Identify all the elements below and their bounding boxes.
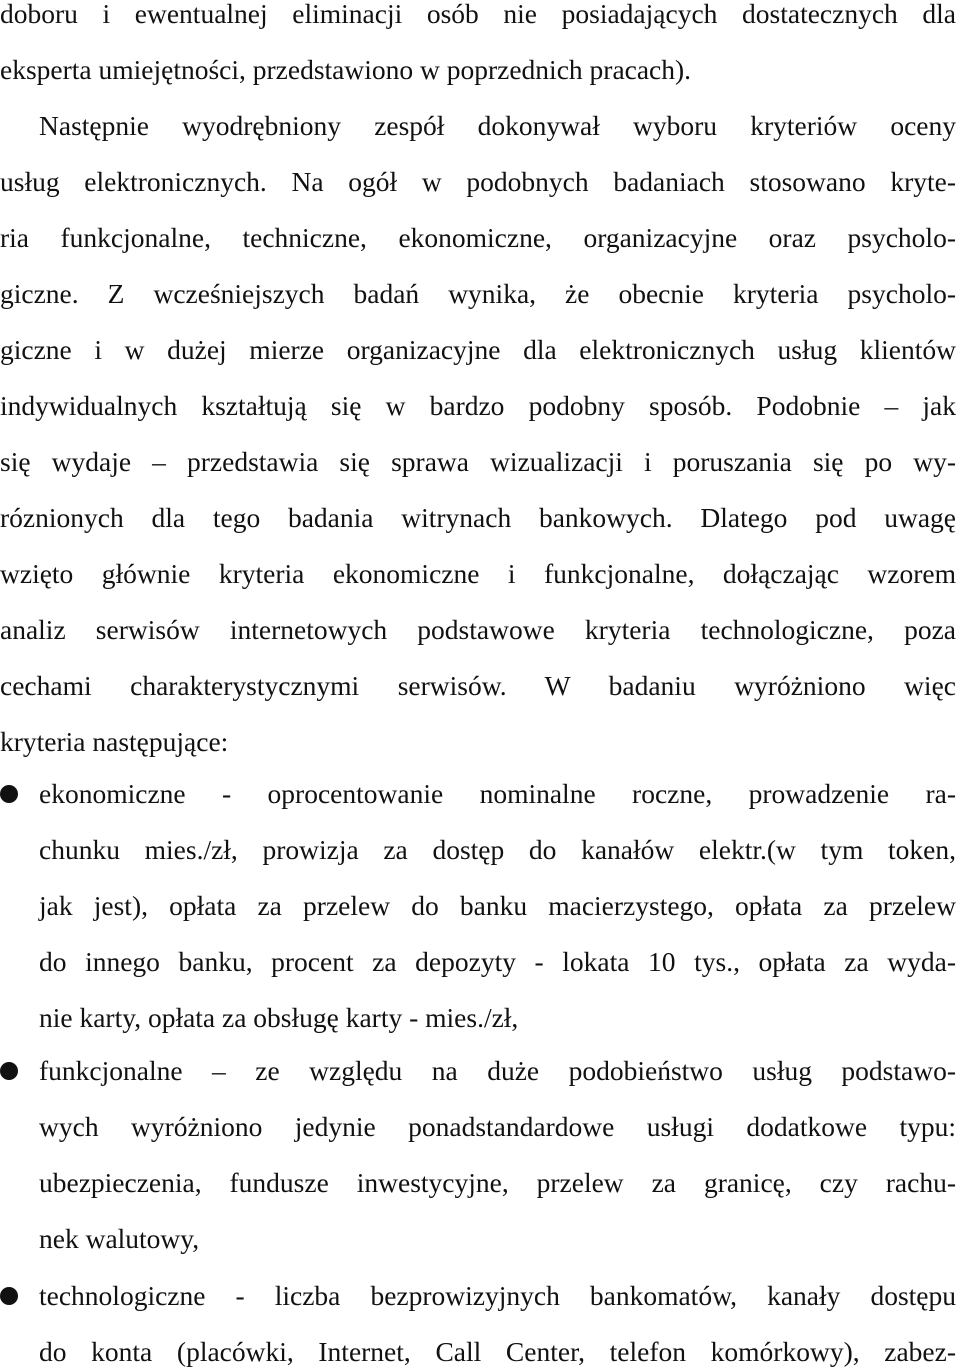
list-item-line: do konta (placówki, Internet, Call Center, telefon komórkowy), zabez- <box>39 1336 956 1367</box>
paragraph-line: indywidualnych kształtują się w bardzo podobny sposób. Podobnie – jak <box>0 390 956 421</box>
list-item-line: technologiczne - liczba bezprowizyjnych bankomatów, kanały dostępu <box>39 1280 956 1311</box>
list-item-line: ubezpieczenia, fundusze inwestycyjne, przelew za granicę, czy rachu- <box>39 1167 956 1198</box>
list-item-line: chunku mies./zł, prowizja za dostęp do kanałów elektr.(w tym token, <box>39 834 956 865</box>
paragraph-line: kryteria następujące: <box>0 726 229 757</box>
paragraph-line: eksperta umiejętności, przedstawiono w poprzednich pracach). <box>0 54 692 85</box>
bullet-icon <box>0 1287 18 1305</box>
paragraph-line: róznionych dla tego badania witrynach bankowych. Dlatego pod uwagę <box>0 502 956 533</box>
list-item-line: jak jest), opłata za przelew do banku macierzystego, opłata za przelew <box>39 890 956 921</box>
paragraph-line: giczne i w dużej mierze organizacyjne dla elektronicznych usług klientów <box>0 334 956 365</box>
bullet-icon <box>0 785 18 803</box>
paragraph-line: usług elektronicznych. Na ogół w podobnych badaniach stosowano kryte- <box>0 166 956 197</box>
paragraph-line: się wydaje – przedstawia się sprawa wizualizacji i poruszania się po wy- <box>0 446 956 477</box>
paragraph-line: cechami charakterystycznymi serwisów. W badaniu wyróżniono więc <box>0 670 956 701</box>
paragraph-line: analiz serwisów internetowych podstawowe kryteria technologiczne, poza <box>0 614 956 645</box>
list-item-line: funkcjonalne – ze względu na duże podobieństwo usług podstawo- <box>39 1055 956 1086</box>
paragraph-line: wzięto głównie kryteria ekonomiczne i funkcjonalne, dołączając wzorem <box>0 558 956 589</box>
paragraph-line: giczne. Z wcześniejszych badań wynika, że obecnie kryteria psycholo- <box>0 278 956 309</box>
paragraph-line: ria funkcjonalne, techniczne, ekonomiczne, organizacyjne oraz psycholo- <box>0 222 956 253</box>
list-item-line: nek walutowy, <box>39 1223 200 1254</box>
paragraph-line: doboru i ewentualnej eliminacji osób nie posiadających dostatecznych dla <box>0 0 956 29</box>
list-item-line: do innego banku, procent za depozyty - lokata 10 tys., opłata za wyda- <box>39 946 956 977</box>
list-item-line: nie karty, opłata za obsługę karty - mies./zł, <box>39 1002 519 1033</box>
paragraph-line: Następnie wyodrębniony zespół dokonywał wyboru kryteriów oceny <box>39 110 956 141</box>
list-item-line: wych wyróżniono jedynie ponadstandardowe usługi dodatkowe typu: <box>39 1111 956 1142</box>
bullet-icon <box>0 1062 18 1080</box>
list-item-line: ekonomiczne - oprocentowanie nominalne roczne, prowadzenie ra- <box>39 778 956 809</box>
